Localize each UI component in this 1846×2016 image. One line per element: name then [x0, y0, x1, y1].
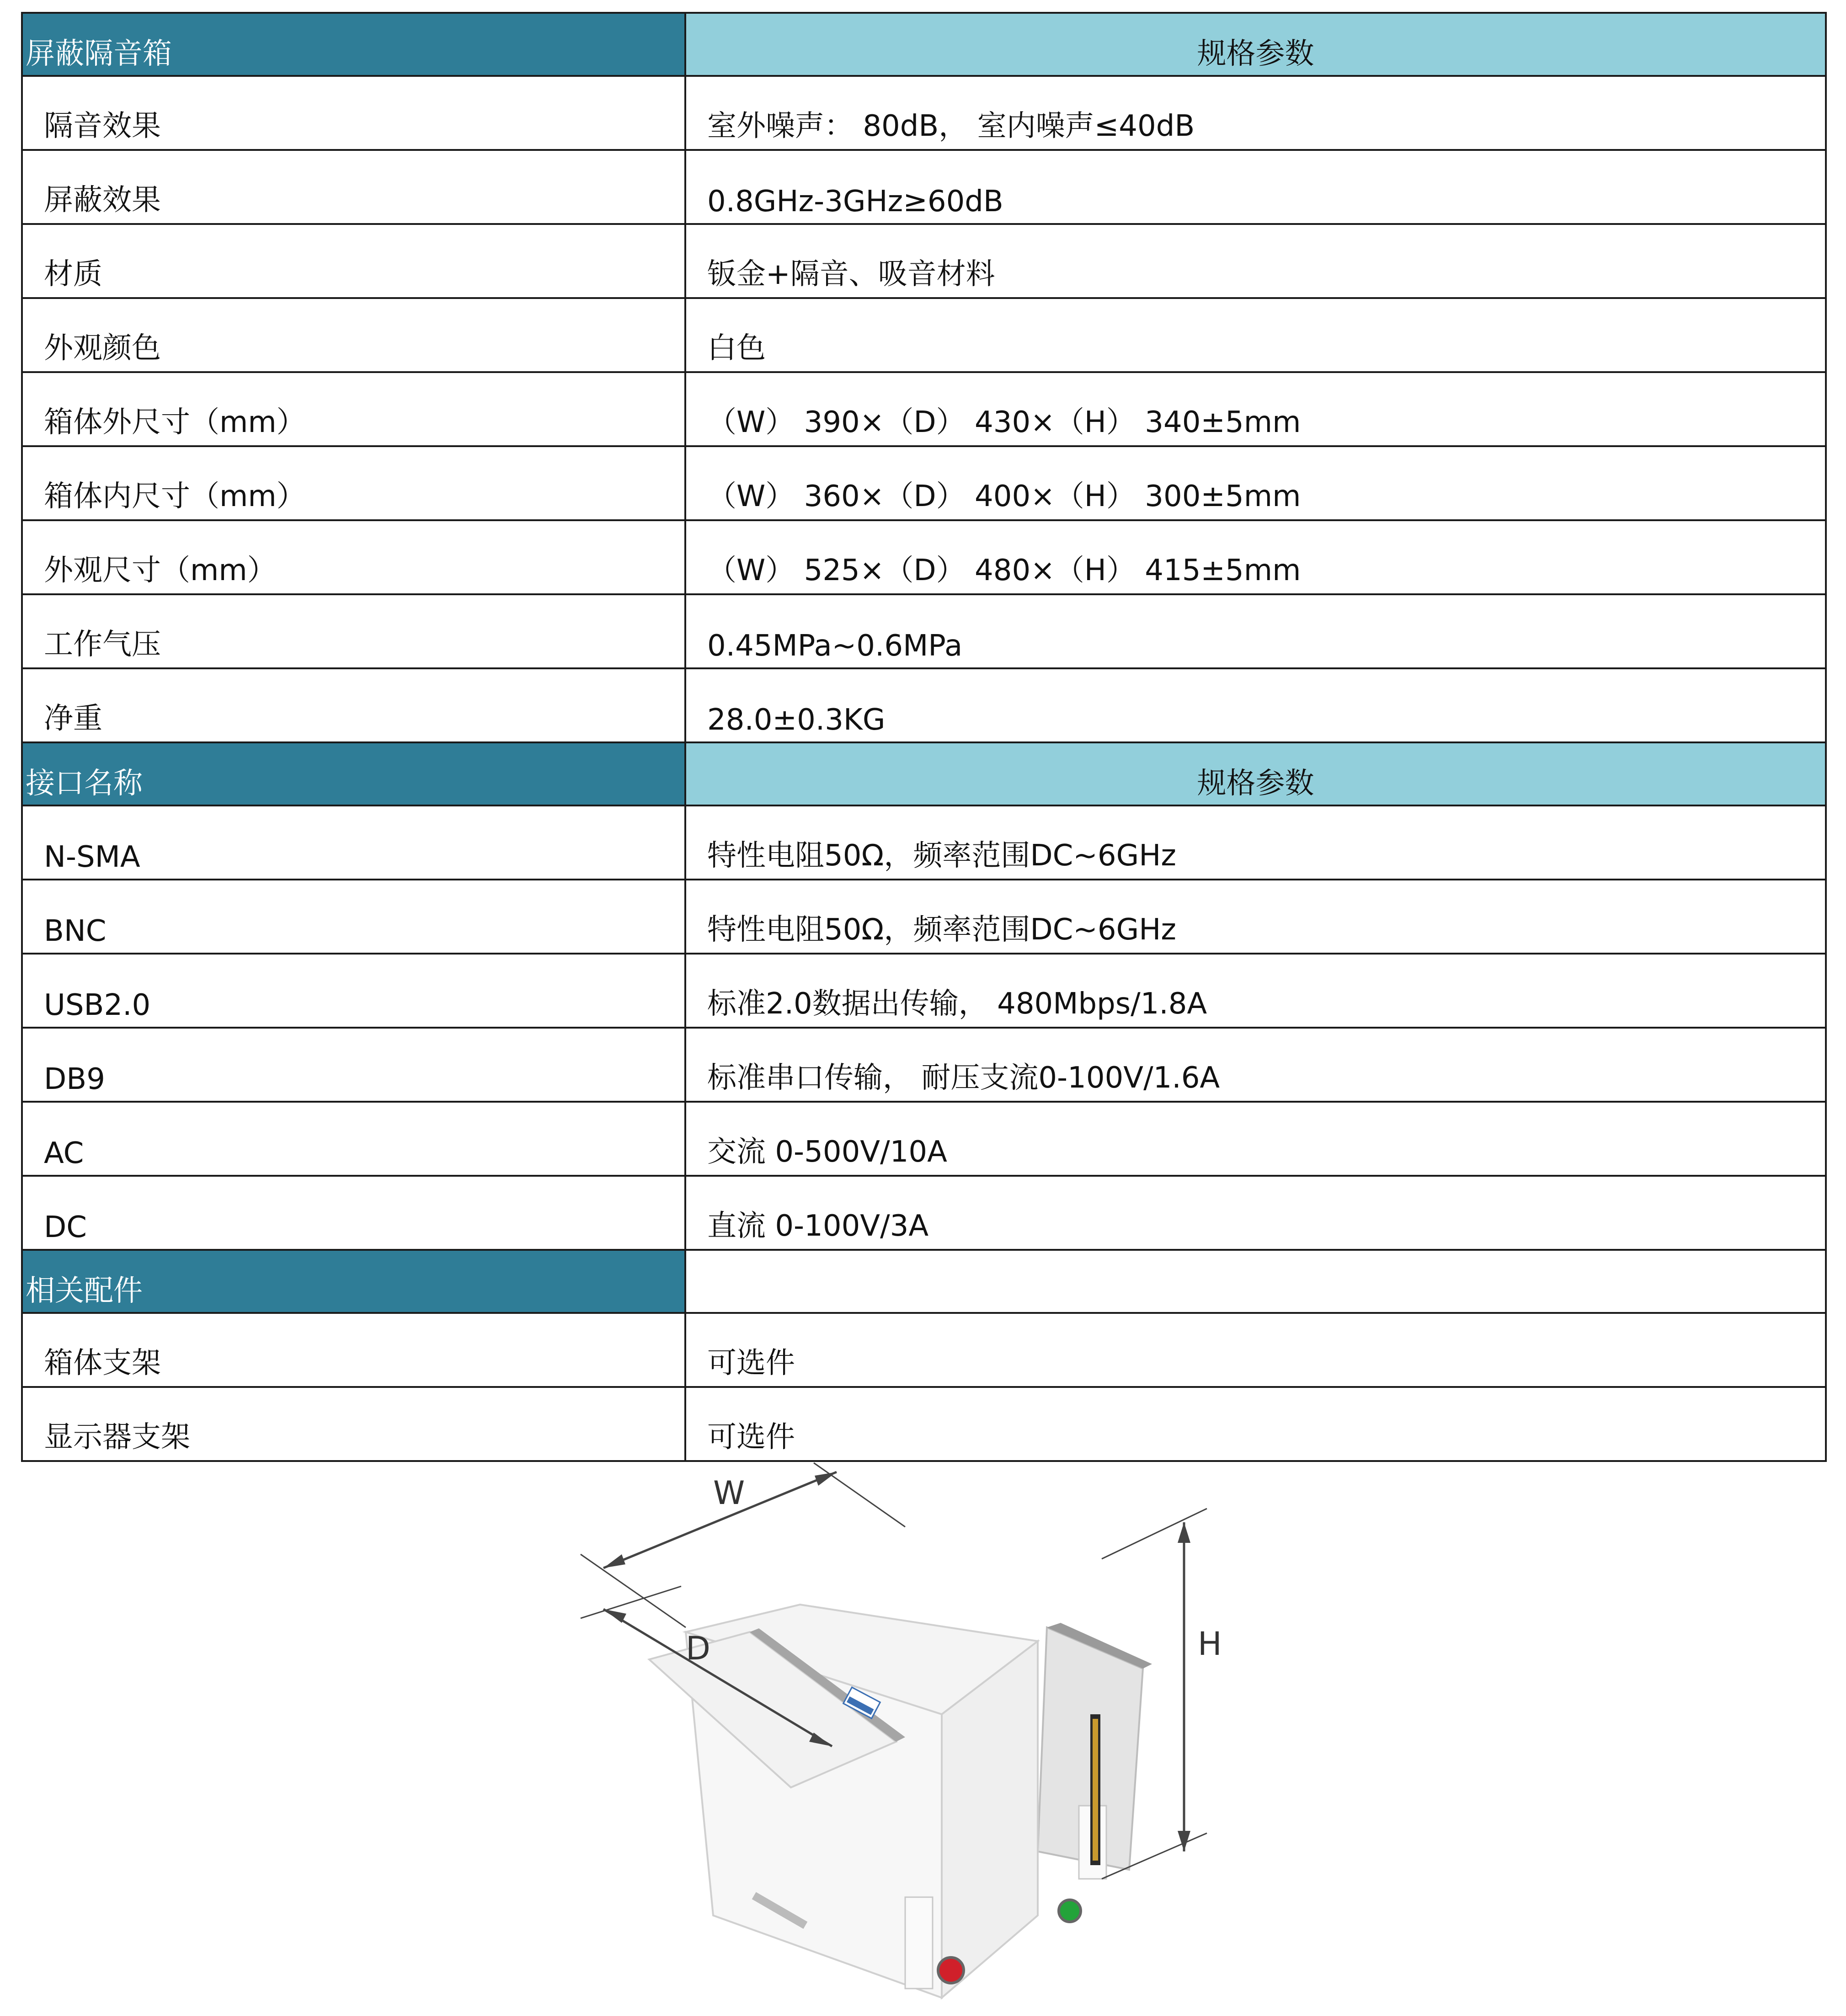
table-row [22, 1176, 1826, 1250]
section-header-shielding-box [22, 13, 1826, 76]
row-value: 可选件 [685, 1313, 1826, 1387]
row-label: N-SMA [22, 805, 685, 880]
row-value: 0.45MPa~0.6MPa [685, 594, 1826, 668]
row-label: 材质 [22, 224, 685, 298]
header-spec [685, 1250, 1826, 1313]
table-row [22, 805, 1826, 880]
row-value: 特性电阻50Ω，频率范围DC~6GHz [685, 880, 1826, 954]
row-label: DB9 [22, 1028, 685, 1102]
table-row [22, 150, 1826, 224]
table-row [22, 668, 1826, 742]
spec-table [21, 12, 1827, 1462]
header-label: 屏蔽隔音箱 [22, 13, 685, 76]
row-value: 可选件 [685, 1387, 1826, 1461]
table-row [22, 594, 1826, 668]
table-row [22, 446, 1826, 520]
table-row [22, 954, 1826, 1028]
row-value: 标准串口传输， 耐压支流0-100V/1.6A [685, 1028, 1826, 1102]
row-label: 显示器支架 [22, 1387, 685, 1461]
dimension-d-label: D [686, 1630, 710, 1667]
header-label: 接口名称 [22, 742, 685, 805]
row-value: 标准2.0数据出传输， 480Mbps/1.8A [685, 954, 1826, 1028]
row-label: 净重 [22, 668, 685, 742]
table-row [22, 880, 1826, 954]
row-label: DC [22, 1176, 685, 1250]
row-label: 隔音效果 [22, 76, 685, 150]
row-label: AC [22, 1102, 685, 1176]
row-value: 28.0±0.3KG [685, 668, 1826, 742]
row-label: 屏蔽效果 [22, 150, 685, 224]
red-button [938, 1957, 964, 1983]
row-label: 箱体支架 [22, 1313, 685, 1387]
row-value: 室外噪声： 80dB， 室内噪声≤40dB [685, 76, 1826, 150]
row-value: 特性电阻50Ω，频率范围DC~6GHz [685, 805, 1826, 880]
table-row [22, 520, 1826, 594]
row-label: 箱体外尺寸（mm） [22, 372, 685, 446]
table-row [22, 224, 1826, 298]
row-label: BNC [22, 880, 685, 954]
table-row [22, 1387, 1826, 1461]
shielding-box-illustration [576, 1458, 1253, 2007]
table-row [22, 1102, 1826, 1176]
row-value: 白色 [685, 298, 1826, 372]
row-value: （W） 360×（D） 400×（H） 300±5mm [685, 446, 1826, 520]
row-label: 外观尺寸（mm） [22, 520, 685, 594]
table-row [22, 76, 1826, 150]
row-value: （W） 390×（D） 430×（H） 340±5mm [685, 372, 1826, 446]
table-row [22, 372, 1826, 446]
header-spec: 规格参数 [685, 742, 1826, 805]
front-post-left [905, 1897, 933, 1989]
row-label: 箱体内尺寸（mm） [22, 446, 685, 520]
row-label: 外观颜色 [22, 298, 685, 372]
table-row [22, 1028, 1826, 1102]
dimension-w-label: W [713, 1474, 745, 1512]
product-figure [576, 1458, 1253, 2007]
row-value: 钣金+隔音、吸音材料 [685, 224, 1826, 298]
table-row [22, 1313, 1826, 1387]
row-value: 直流 0-100V/3A [685, 1176, 1826, 1250]
header-spec: 规格参数 [685, 13, 1826, 76]
table-row [22, 298, 1826, 372]
dimension-h-label: H [1198, 1625, 1222, 1663]
green-button [1059, 1900, 1081, 1922]
row-label: USB2.0 [22, 954, 685, 1028]
header-label: 相关配件 [22, 1250, 685, 1313]
row-value: 0.8GHz-3GHz≥60dB [685, 150, 1826, 224]
row-label: 工作气压 [22, 594, 685, 668]
section-header-accessories [22, 1250, 1826, 1313]
section-header-interfaces [22, 742, 1826, 805]
row-value: 交流 0-500V/10A [685, 1102, 1826, 1176]
row-value: （W） 525×（D） 480×（H） 415±5mm [685, 520, 1826, 594]
